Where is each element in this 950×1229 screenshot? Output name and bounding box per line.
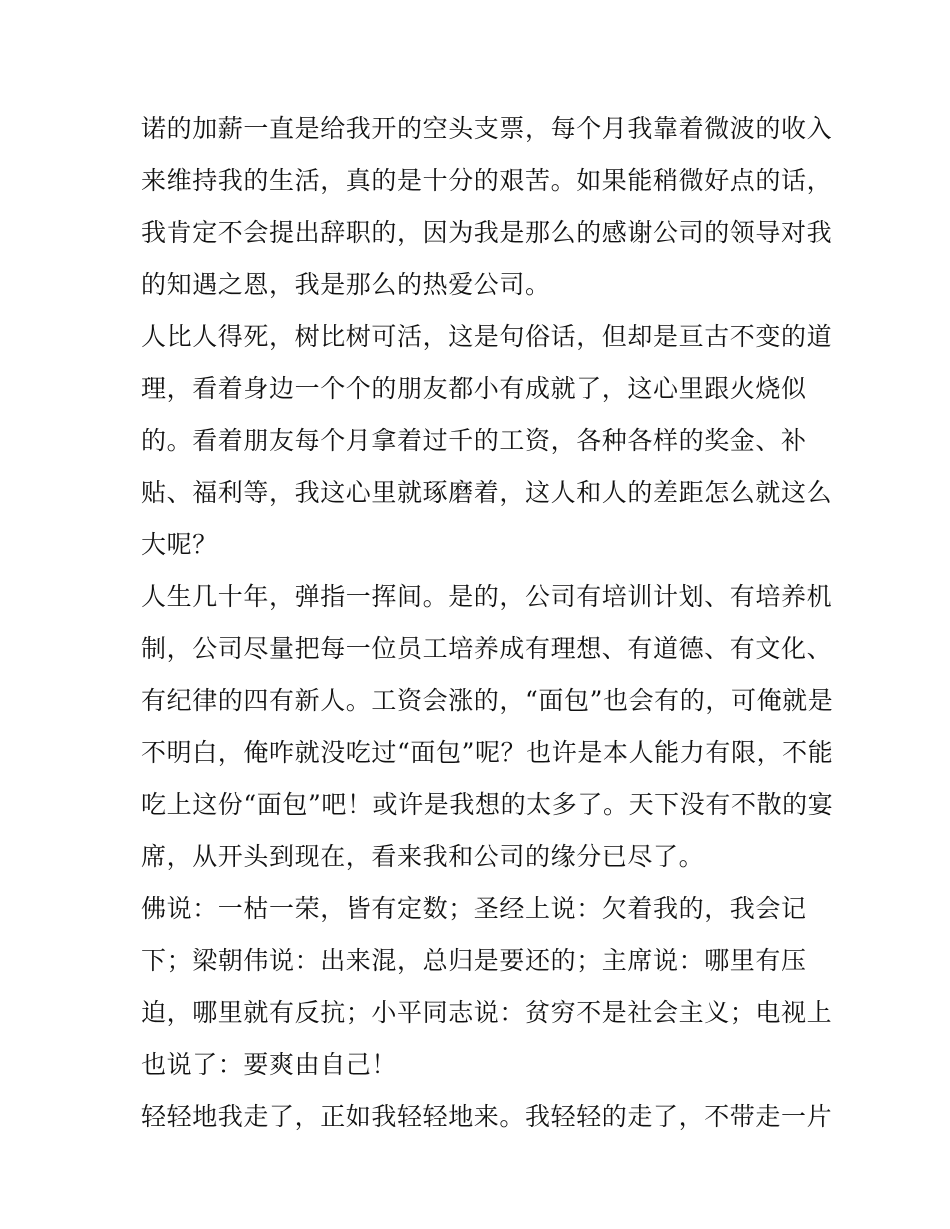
text-line: 理，看着身边一个个的朋友都小有成就了，这心里跟火烧似 bbox=[141, 374, 807, 403]
paragraph-4 bbox=[141, 883, 833, 1091]
text-line: 佛说：一枯一荣，皆有定数；圣经上说：欠着我的，我会记 bbox=[141, 894, 807, 923]
paragraph-3 bbox=[141, 571, 834, 883]
text-line: 的知遇之恩，我是那么的热爱公司。 bbox=[141, 270, 551, 299]
text-line: 大呢？ bbox=[141, 530, 218, 559]
text-line: 制，公司尽量把每一位员工培养成有理想、有道德、有文化、 bbox=[141, 634, 833, 663]
paragraph-1 bbox=[141, 103, 833, 311]
text-line: 不明白，俺咋就没吃过“面包”呢？也许是本人能力有限，不能 bbox=[141, 738, 834, 767]
paragraph-5 bbox=[141, 1091, 833, 1143]
text-line: 的。看着朋友每个月拿着过千的工资，各种各样的奖金、补 bbox=[141, 426, 807, 455]
text-line: 也说了：要爽由自己！ bbox=[141, 1050, 398, 1079]
text-line: 人生几十年，弹指一挥间。是的，公司有培训计划、有培养机 bbox=[141, 582, 833, 611]
text-line: 迫，哪里就有反抗；小平同志说：贫穷不是社会主义；电视上 bbox=[141, 998, 833, 1027]
text-line: 下；梁朝伟说：出来混，总归是要还的；主席说：哪里有压 bbox=[141, 946, 807, 975]
document-body bbox=[141, 103, 834, 1143]
text-line: 席，从开头到现在，看来我和公司的缘分已尽了。 bbox=[141, 842, 705, 871]
text-line: 贴、福利等，我这心里就琢磨着，这人和人的差距怎么就这么 bbox=[141, 478, 833, 507]
text-line: 吃上这份“面包”吧！或许是我想的太多了。天下没有不散的宴 bbox=[141, 790, 834, 819]
text-line: 来维持我的生活，真的是十分的艰苦。如果能稍微好点的话， bbox=[141, 166, 833, 195]
text-line: 诺的加薪一直是给我开的空头支票，每个月我靠着微波的收入 bbox=[141, 114, 833, 143]
text-line: 我肯定不会提出辞职的，因为我是那么的感谢公司的领导对我 bbox=[141, 218, 833, 247]
text-line: 轻轻地我走了，正如我轻轻地来。我轻轻的走了，不带走一片 bbox=[141, 1102, 833, 1131]
paragraph-2 bbox=[141, 311, 833, 571]
text-line: 有纪律的四有新人。工资会涨的，“面包”也会有的，可俺就是 bbox=[141, 686, 834, 715]
text-line: 人比人得死，树比树可活，这是句俗话，但却是亘古不变的道 bbox=[141, 322, 833, 351]
